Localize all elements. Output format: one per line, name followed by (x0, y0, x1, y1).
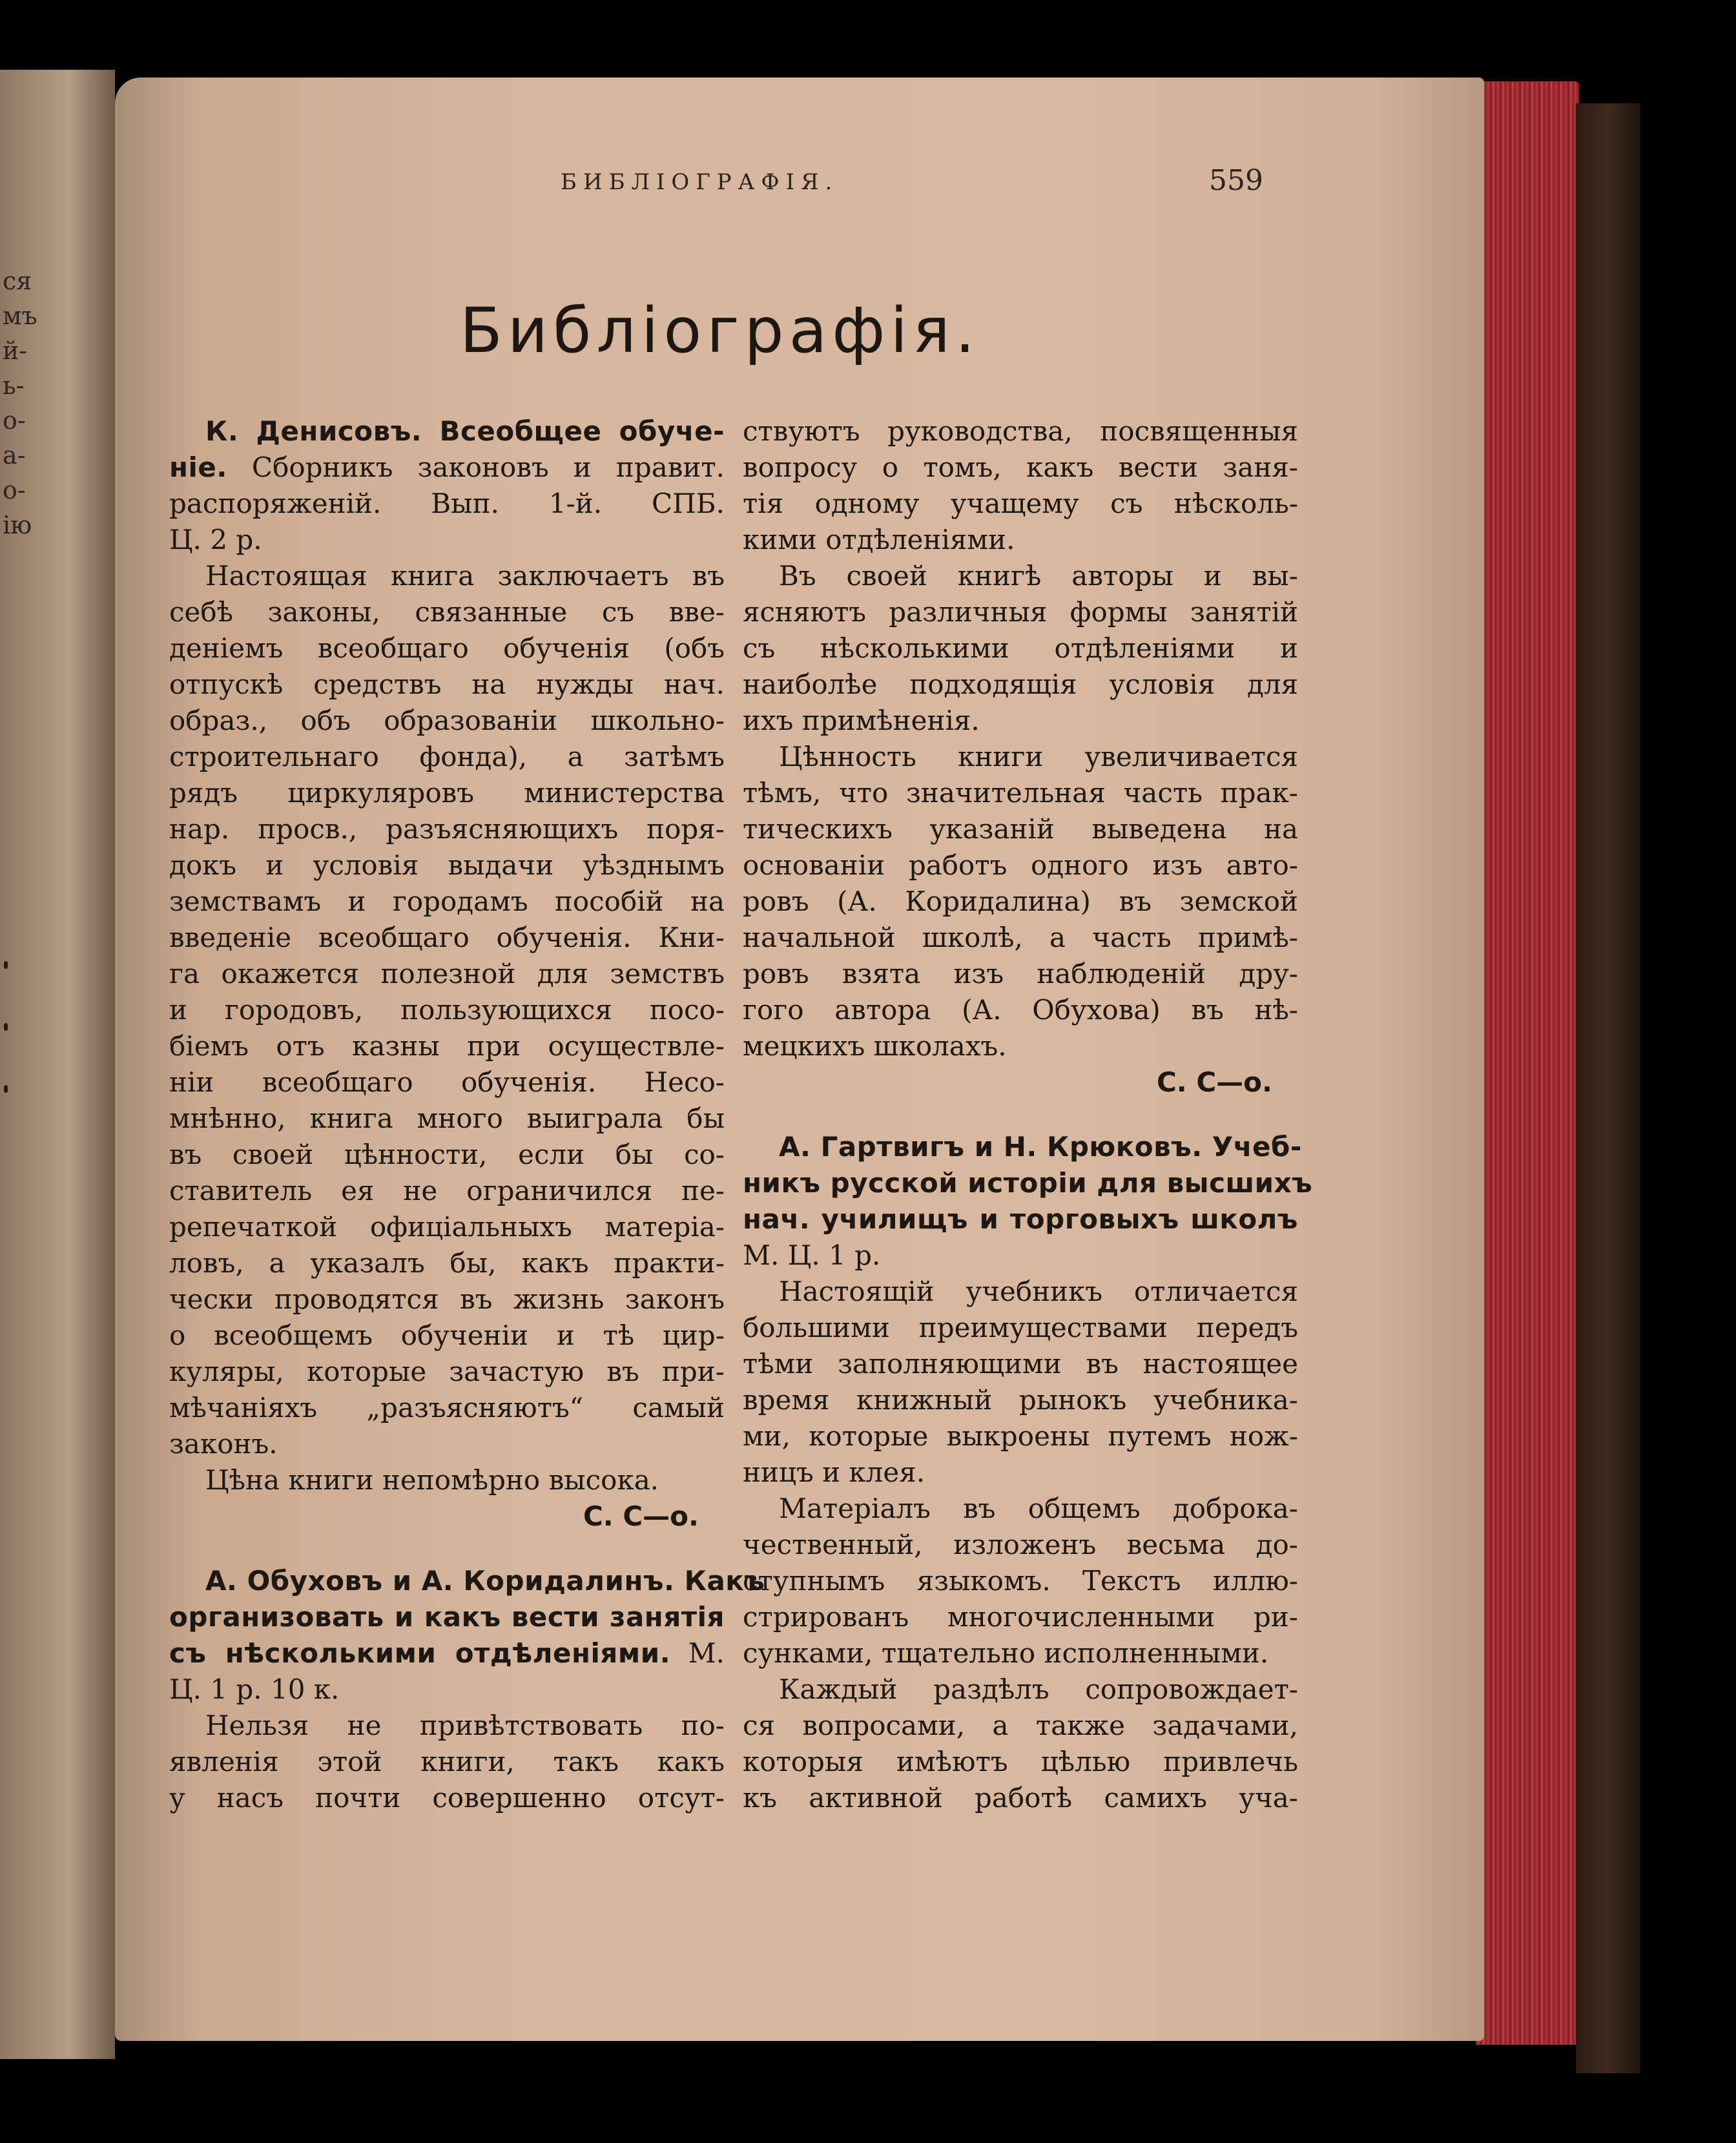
review-heading: М. Ц. 1 р. (743, 1239, 881, 1271)
text-line: Настоящая книга заключаетъ въ (205, 560, 725, 592)
review-gartvig (743, 1129, 1313, 1816)
text-line: и городовъ, пользующихся посо- (169, 994, 725, 1026)
text-line: га окажется полезной для земствъ (169, 958, 725, 989)
text-line: кими отдѣленіями. (743, 524, 1015, 555)
fragment: й- (3, 336, 28, 365)
fragment: ь- (3, 371, 25, 400)
review-denisov (169, 413, 725, 1535)
fragment: мъ (3, 302, 37, 330)
running-title: БИБЛІОГРАФІЯ. (561, 169, 839, 195)
text-line: земствамъ и городамъ пособій на (169, 885, 725, 917)
text-line: явленія этой книги, такъ какъ (169, 1746, 725, 1777)
text-line: Въ своей книгѣ авторы и вы- (779, 560, 1298, 592)
review-signature: С. С—о. (1156, 1066, 1272, 1098)
text-line: въ своей цѣнности, если бы со- (169, 1139, 725, 1170)
text-line: ся вопросами, а также задачами, (743, 1710, 1298, 1741)
text-line: ніи всеобщаго обученія. Несо- (169, 1066, 725, 1098)
fragment: о- (3, 476, 26, 504)
fragment: о- (3, 406, 26, 435)
text-line: ясняютъ различныя формы занятій (743, 596, 1298, 628)
left-page-fragments (3, 264, 99, 543)
text-line: ступнымъ языкомъ. Текстъ иллю- (743, 1565, 1298, 1597)
review-heading: А. Обуховъ и А. Коридалинъ. Какъ (205, 1565, 765, 1597)
text-line: введеніе всеобщаго обученія. Кни- (169, 922, 725, 953)
text-line: мецкихъ школахъ. (743, 1030, 1007, 1062)
text-line: Матеріалъ въ общемъ доброка- (779, 1493, 1298, 1524)
text-line: начальной школѣ, а часть примѣ- (743, 922, 1298, 953)
review-heading: организовать и какъ вести занятія (169, 1601, 725, 1633)
text-line: ловъ, а указалъ бы, какъ практи- (169, 1247, 725, 1279)
text-line: куляры, которые зачастую въ при- (169, 1356, 725, 1387)
review-signature: С. С—о. (583, 1500, 699, 1532)
text-line: репечаткой офиціальныхъ матеріа- (169, 1211, 725, 1243)
text-line: Настоящій учебникъ отличается (779, 1276, 1298, 1307)
review-heading: ніе. Сборникъ законовъ и правит. (169, 451, 725, 483)
text-line: Цѣна книги непомѣрно высока. (205, 1464, 659, 1496)
text-line: о всеобщемъ обученіи и тѣ цир- (169, 1320, 725, 1351)
review-heading: Ц. 2 р. (169, 524, 262, 555)
review-heading: никъ русской исторіи для высшихъ (743, 1167, 1313, 1199)
text-line: къ активной работѣ самихъ уча- (743, 1782, 1298, 1814)
text-line: Цѣнность книги увеличивается (779, 741, 1298, 772)
text-line: нар. просв., разъясняющихъ поря- (169, 813, 725, 845)
book-cover (1576, 103, 1640, 2073)
text-line: Каждый раздѣлъ сопровождает- (779, 1673, 1298, 1705)
text-line: себѣ законы, связанные съ вве- (169, 596, 725, 628)
text-line: мѣчаніяхъ „разъясняютъ“ самый (169, 1392, 725, 1423)
left-page-marks (4, 961, 17, 1147)
fragment: ся (3, 267, 32, 295)
text-line: которыя имѣютъ цѣлью привлечь (743, 1746, 1298, 1777)
book-fore-edge (1476, 81, 1579, 2045)
text-line: ровъ (А. Коридалина) въ земской (743, 885, 1298, 917)
text-line: законъ. (169, 1428, 278, 1460)
fragment: ію (3, 511, 32, 539)
right-column (743, 413, 1313, 1816)
text-line: большими преимуществами передъ (743, 1312, 1298, 1343)
text-line: чески проводятся въ жизнь законъ (169, 1283, 725, 1315)
text-line: вопросу о томъ, какъ вести заня- (743, 451, 1298, 483)
left-page-edge (0, 70, 115, 2059)
fragment: а- (3, 441, 26, 470)
text-line: ставитель ея не ограничился пе- (169, 1175, 725, 1206)
text-line: мнѣнно, книга много выиграла бы (169, 1103, 725, 1134)
text-line: тія одному учащему съ нѣсколь- (743, 488, 1298, 519)
text-line: строительнаго фонда), а затѣмъ (169, 741, 725, 772)
text-line: Нельзя не привѣтствовать по- (205, 1710, 725, 1741)
review-heading: распоряженій. Вып. 1-й. СПБ. (169, 488, 725, 519)
text-line: тѣмъ, что значительная часть прак- (743, 777, 1298, 809)
text-line: ровъ взята изъ наблюденій дру- (743, 958, 1298, 989)
text-line: стрированъ многочисленными ри- (743, 1601, 1298, 1633)
review-obukhov-continued (743, 413, 1298, 1101)
page-title: Библіографія. (460, 295, 980, 367)
page-number: 559 (1209, 164, 1263, 197)
text-line: тѣми заполняющими въ настоящее (743, 1348, 1298, 1380)
text-line: докъ и условія выдачи уѣзднымъ (169, 849, 725, 881)
text-line: время книжный рынокъ учебника- (743, 1384, 1298, 1416)
text-line: ствуютъ руководства, посвященныя (743, 415, 1298, 447)
text-line: отпускѣ средствъ на нужды нач. (169, 668, 725, 700)
text-line: чественный, изложенъ весьма до- (743, 1529, 1298, 1560)
review-heading: А. Гартвигъ и Н. Крюковъ. Учеб- (779, 1131, 1302, 1163)
text-line: гого автора (А. Обухова) въ нѣ- (743, 994, 1298, 1026)
text-line: у насъ почти совершенно отсут- (169, 1782, 725, 1814)
text-line: ихъ примѣненія. (743, 705, 980, 736)
review-heading: нач. училищъ и торговыхъ школъ (743, 1203, 1298, 1235)
review-obukhov (169, 1563, 765, 1816)
text-line: біемъ отъ казны при осуществле- (169, 1030, 725, 1062)
text-line: деніемъ всеобщаго обученія (объ (169, 632, 725, 664)
text-line: образ., объ образованіи школьно- (169, 705, 725, 736)
text-line: основаніи работъ одного изъ авто- (743, 849, 1298, 881)
review-heading: съ нѣсколькими отдѣленіями. М. (169, 1637, 725, 1669)
text-line: наиболѣе подходящія условія для (743, 668, 1298, 700)
text-line: тическихъ указаній выведена на (743, 813, 1298, 845)
text-line: ницъ и клея. (743, 1456, 925, 1488)
text-line: съ нѣсколькими отдѣленіями и (743, 632, 1298, 664)
review-heading: Ц. 1 р. 10 к. (169, 1673, 340, 1705)
review-heading: К. Денисовъ. Всеобщее обуче- (205, 415, 725, 447)
text-line: рядъ циркуляровъ министерства (169, 777, 725, 809)
left-column (169, 413, 765, 1816)
text-line: ми, которые выкроены путемъ нож- (743, 1420, 1298, 1452)
text-line: сунками, тщательно исполненными. (743, 1637, 1269, 1669)
